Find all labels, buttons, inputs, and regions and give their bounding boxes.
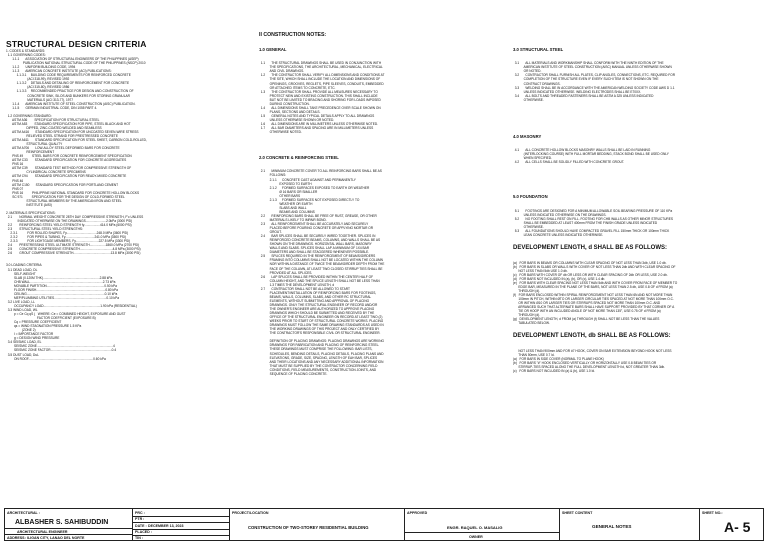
structural-steel-heading: 3.0 STRUCTURAL STEEL [513, 47, 564, 53]
construction-notes-heading: II CONSTRUCTION NOTES: [259, 32, 327, 39]
project-value: CONSTRUCTION OF TWO-STOREY RESIDENTIAL BUILDING [248, 525, 369, 530]
development-length-heading: DEVELOPMENT LENGTH, d SHALL BE AS FOLLOWS: [513, 244, 667, 251]
date-label: DATE : [135, 523, 147, 528]
title-block [4, 508, 764, 541]
masonry-heading: 4.0 MASONRY [513, 133, 542, 139]
foundation-text: 5.1 FOOTINGS ARE DESIGNED FOR A MINIMUM ALLOWABLE SOIL BEARING PRESSURE OF 110 KPa UNLESS INDICATED OTHERWISE ON THE DRAWINGS. 5.2 NO FOOTING SHALL REST ON FILL. FOOTING FOR CHB WALLS AS OTHER MINOR STRUCTURES SHALL BE EMBEDDED AT LEAST 400mm FROM THE FINISH GRADE UNLESS INDICATED OTHERWISE. 5.3 ALL FOUNDATIONS SHOULD HAVE COMPACTED GRAVEL FILL 150mm THICK OR 100mm THICK LEAN CONCRETE UNLESS INDICATED OTHERWISE. [514, 208, 673, 237]
concrete-steel-heading: 2.0 CONCRETE & REINFORCING STEEL [259, 155, 339, 161]
sheet-no-label: SHEET NO.: [702, 511, 723, 515]
construction-notes-column [259, 24, 509, 506]
architect-cell [5, 509, 133, 540]
sheet-content-label: SHEET CONTENT [562, 511, 593, 515]
project-label: PROJECT/LOCATION [232, 511, 269, 515]
page-title: STRUCTURAL DESIGN CRITERIA [6, 39, 147, 49]
date-value: DECEMBER 13, 2023 [148, 523, 184, 528]
tin-label: TIN : [135, 536, 143, 540]
structural-steel-text: 3.1 ALL MATERIALS AND WORKMANSHIP SHALL CONFORM WITH THE NINTH EDITION OF THE AMERICAN INSTITUTE OF STEEL CONSTRUCTION (AISC) MANUAL UNLESS OTHERWISE SHOWN OR NOTED. 3.2 CONTRACTOR SHALL FURNISH ALL PLATES, CLIP ANGLES, CONNECTIONS, ETC. REQUIRED FOR COMPLETION OF THE STRUCTURE EVEN IF EVERY SUCH ITEM IS NOT SHOWN ON THE CONTRACT DRAWINGS. 3.3 WELDING SHALL BE IN ACCORDANCE WITH THE AMERICAN WELDING SOCIETY CODE AWS D 1.1 UNLESS INDICATED OTHERWISE. WELDING ELECTRODES SHALL BE E70XX. 3.4 ALL BOLTS AND THREADED FASTENERS SHALL BE ASTM A 325 UNLESS INDICATED OTHERWISE. [514, 61, 676, 102]
foundation-heading: 5.0 FOUNDATION [513, 194, 548, 200]
ptr-label: PTR : [135, 517, 145, 521]
approved-label: APPROVED [407, 511, 428, 515]
project-cell [230, 509, 405, 540]
sheet-content-cell [560, 509, 700, 540]
prc-label: PRC : [135, 510, 145, 515]
general-heading: 1.0 GENERAL [259, 47, 287, 53]
development-length-text: (a) FOR BARS IN BEAMS OR COLUMNS WITH CLEAR SPACING OF NOT LESS THAN 3db, USE 1.0 db. (b) FOR BARS IN SLABS OR WALLS WITH COVER OF NOT LESS THAN 2db AND WITH CLEAR SPACING OF NOT LESS THAN 5db USE 1.0 db. (c) FOR BARS WITH COVER OF db OR LESS OR WITH CLEAR SPACING OF 2db OR LESS, USE 2.0 db. (d) FOR BARS NOT INCLUDED IN (a), (b), OR (c), USE 1.4 db. (e) FOR BARS WITH CLEAR SPACING NOT LESS THAN 5db AND WITH COVER FROM FACE OF MEMBER TO EDGE BAR, MEASURED IN THE PLANE OF THE BARS, NOT LESS THAN 2.5 db, USE 0.8 OF d FROM (a) THROUGH (d). (f) FOR BARS ENCLOSED WITHIN SPIRAL REINFORCEMENT NOT LESS THAN 6N AND NOT MORE THAN 100mm IN PITCH, WITHIN ØTO OR LARGER CIRCULAR TIES SPACED AT NOT MORE THAN 100mm O.C. OR WITHIN Ø10 OR LARGER TIES OR STIRRUPS SPACED NOT MORE THAN 100mm O.C. AND ARRANGED SUCH THAT ALTERNATE BARS SHALL HAVE SUPPORT PROVIDED BY THAT CORNER OF A TIE OR HOOP WITH AN INCLUDED ANGLE OF NOT MORE THAN 135°, USE 0.75 OF d FROM (a) THROUGH (d). (g) DEVELOPMENT LENGTH, d FROM (a) THROUGH (f) SHALL NOT BE LESS THAN THE VALUES TABULATED BELOW. [513, 260, 678, 326]
placed-label: PLACED : [135, 530, 152, 534]
sheet-no-value: A- 5 [724, 519, 751, 535]
sheet-number-cell [700, 509, 765, 540]
steel-masonry-foundation-column [513, 24, 765, 506]
architect-name: ALBASHER S. SAHIBUDDIN [15, 519, 109, 526]
codes-materials-loading-column: 1. CODES & STANDARDS: 1.1 GOVERNING CODES: 1.1.1 ASSOCIATION OF STRUCTURAL ENGINEERS OF THE PHILIPPINES (ASEP) PUBLICATION NATIONAL STRUCTURAL CODE OF THE PHILIPPINES (NSCP) 2010 1.1.2 UNIFORM BUILDING CODE, 1994 1.1.3 AMERICAN CONCRETE INSTITUTE (ACI) PUBLICATIONS: 1.1.3.1 BUILDING CODE REQUIREMENTS FOR REINFORCED CONCRETE (ACI 318-99), REVISED 1992 1.1.3.2 DETAILS AND DETAILING OF REINFORCEMENT FOR CONCRETE (ACI 315-80), REVISED 1986 1.1.3.3 RECOMMENDED PRACTICE FOR DESIGN AND CONSTRUCTION OF CONCRETE SINK, SILOS AND BUNKERS FOR STORING GRANULAR MATERIALS (ACI 313-77), 1977 1.1.4 AMERICAN INSTITUTE OF STEEL CONSTRUCTION (AISC) PUBLICATION. 1.1.5 GERMAN INDUSTRIAL CODE, DIN 1055 PART 4. 1.2 GOVERNING STANDARD: ASTM A36 SPECIFICATION FOR STRUCTURAL STEEL ASTM A53 STANDARD SPECIFICATION FOR PIPE, STEEL BLACK AND HOT DIPPED, ZINC-COATED WELDED AND SEAMLESS ASTM A416 STANDARD SPECIFICATION FOR UNCOATED SEVEN-WIRE STRESS RELIEVED STEEL STRAND FOR PRESTRESSED CONCRETE ASTM A611 STANDARD SPECIFICATION FOR STEEL SHEET, CARBON COLD-ROLLED, STRUCTURAL QUALITY ASTM A706 LOW-ALLOY STEEL DEFORMED BARS FOR CONCRETE REINFORCEMENT PNS 49 STEEL BARS FOR CONCRETE REINFORCEMENT SPECIFICATION ASTM C33 STANDARD SPECIFICATION FOR CONCRETE AGGREGATES PNS 16 ASTM C39 STANDARD TEST METHOD FOR COMPRESSIVE STRENGTH OF CYLINDRICAL CONCRETE SPECIMENS ASTM C94 STANDARD SPECIFICATION FOR READY-MIXED CONCRETE PNS 46 ASTM C150 STANDARD SPECIFICATION FOR PORTLAND CEMENT PNS 07 PNS 16 PHILIPPINE NATIONAL STANDARD FOR CONCRETE HOLLOW BLOCKS SC 971 SPECIFICATION FOR THE DESIGN OF COLD-FORMED STEEL STRUCTURAL MEMBERS BY THE AMERICAN IRON AND STEEL INSTITUTE (AISI) 2. MATERIALS SPECIFICATIONS: 2.1 NORMAL WEIGHT CONCRETE 28TH DAY COMPRESSIVE STRENGTH, F'c UNLESS INDICATED OTHERWISE ON THE DRAWINGS.......................2.0kPa (3000 PSI) 2.2 REINFORCING STEEL YIELD STRENGTH fy..................414.0 MPa (6000 PSI) 2.3 STRUCTURAL STEEL YIELD STRENGTHS: 2.3.1 FOR ROLLED SHAPES, Fy..................................248.0 MPa (3600 PSI) 2.3.2 FOR PIPES & TUBING, Fy.................................241.0 MPa (3500 PSI) 2.3.3 FOR LIGHTGAGE MEMBERS, Fy..........................227.5 MPa (3300 PSI) 2.4 PRESTRESSING STEEL ULTIMATE STRENGTH..................1860.0 MPa (2700 PSI) 2.5 CONCRETE COMPRESSIVE STRENGTH.....................................4.8 MPa (3000 PSI) 2.6 GROUT COMPRESSIVE STRENGTH..........................................13.8 MPa (3000 PSI) 3.0 LOADING CRITERIA: 3.1 DEAD LOAD, DL SELF-WEIGHT SLAB (0.120M THK)................................................................2.88 kPa CHB WALL..................................................................................2.73 kPa MOVABLE PARTITION.................................................................0.50 kPa FLOOR FINISH..............................................................................0.80 kPa CEILING........................................................................................0.10 kPa MEP/PLUMBING UTILITIES...........................................................0.10 kPa 3.2 LIVE LOAD, LL OCCUPANCY LOAD................................................................1.90 kPa (RESIDENTIAL) 3.3 WIND LOAD, WL p = Ce Cq qS ( WHERE: Ce = COMBINED HEIGHT, EXPOSURE AND GUST FACTOR COEFFICIENT (EXPOSURE B) Cq = PRESSURE COEFFICIENT qs = WIND STAGNATION PRESSURE 1.5 KPa (ZONE 2) I = IMPORTANCE FACTOR g = DESIGN WIND PRESSURE 3.4 SEISMIC LOAD, EL SEISMIC ZONE......................................................................................4 SEISMIC ZONE FACTOR.....................................................................0.4 3.5 DUST LOAD, DuL ON ROOF.........................................................................0.60 kPa [6, 49, 147, 361]
architectural-label: ARCHITECTURAL : [7, 511, 40, 515]
owner-label: OWNER [469, 534, 483, 539]
approved-cell [405, 509, 560, 540]
address-label: ADDRESS: [7, 535, 26, 540]
general-notes-text: 1.1 THE STRUCTURAL DRAWINGS SHALL BE USED IN CONJUNCTION WITH THE SPECIFICATIONS, THE ARCHITECTURAL, MECHANICAL, ELECTRICAL AND CIVIL DRAWINGS. 1.2 THE CONTRACTOR SHALL VERIFY ALL DIMENSIONS AND CONDITIONS AT THE SITE, WHICH SHALL INCLUDE THE LOCATION AND DIMENSIONS OF OPENINGS, GROOVES, REGLETS, PIPE SLEEVES, CONDUITS, EMBEDDED OR ATTACHED ITEMS TO CONCRETE, ETC. 1.3 THE CONTRACTOR SHALL PROVIDE ALL MEASURES NECESSARY TO PROTECT NEW AND EXISTING CONSTRUCTION. THIS SHALL INCLUDE BUT NOT BE LIMITED TO BRACING AND SHORING FOR LOADS IMPOSED DURING CONSTRUCTION. 1.4 ALL DIMENSIONS SHALL TAKE PRECEDENCE OVER SCALE SHOWN ON PLANS, SECTIONS AND DETAILS. 1.5 GENERAL NOTES AND TYPICAL DETAILS APPLY TO ALL DRAWINGS UNLESS OTHERWISE SHOWN OR NOTED. 1.6 ALL DIMENSIONS ARE IN MILLIMETERS UNLESS OTHERWISE NOTED. 1.7 ALL BAR DIAMETERS AND SPACING ARE IN MILLIMETERS UNLESS OTHERWISE NOTED. [260, 61, 385, 135]
address-value: ILIGAN CITY, LANAO DEL NORTE [27, 535, 85, 540]
concrete-steel-text: 2.1 MINIMUM CONCRETE COVER TO ALL REINFORCING BARS SHALL BE AS FOLLOWS: 2.1.1 CONCRETE CAST AGAINST AND PERMANENTLY EXPOSED TO EARTH 2.1.2 FORMED SURFACES EXPOSED TO EARTH OR WEATHER Ø 16 BARS OR SMALLER OTHER BARS 2.1.3 FORMED SURFACES NOT EXPOSED DIRECTLY TO WEATHER OR EARTH SLABS AND WALL BEAMS AND COLUMNS 2.2 REINFORCING BARS SHALL BE FREE OF RUST, GREASE, OR OTHER MATERIALS LIKELY TO IMPAIR BOND. 2.3 ALL REINFORCEMENT SHALL BE ACCURATELY AND SECURELY PLACED BEFORE POURING CONCRETE OR APPLYING MORTAR OR GROUT. 2.4 BAR SPLICES SHALL BE SECURELY WIRED TOGETHER. SPLICES IN REINFORCED CONCRETE BEAMS, COLUMNS, AND WALLS SHALL BE AS SHOWN ON THE DRAWINGS. HORIZONTAL WALL BARS, MASONRY WALLS AND SLABS. SPLICES SHALL LAP A MINIMUM OF 1X4 BAR DIAMETERS AND SHALL BE STAGGERED WHENEVER POSSIBLE. 2.5 SPLICES REQUIRED IN THE REINFORCEMENT OF BEAMS/GIRDERS FRAMING INTO COLUMNS SHALL NOT BE LOCATED WITHIN THE COLUMN NOR WITHIN A DISTANCE OF TWICE THE BEAM/GIRDER DEPTH FROM THE FACE OF THE COLUMN, AT LEAST TWO CLOSED STIRRUP TIES SHALL BE PROVIDED AT ALL SPLICES. 2.6 LAP SPLICES SHALL BE PROVIDED WITHIN THE CENTER HALF OF COLUMN HEIGHT, AND THE SPLICE LENGTH SHALL NOT BE LESS THAN 1.3 TIMES THE DEVELOPMENT LENGTH, d 2.7 CONTRACTOR SHALL NOT BE ALLOWED TO START PLACEMENT/INSTALLATION OF REINFORCING BARS FOR FOOTINGS, BEAMS, WALLS, COLUMNS, SLABS, AND OTHER RC STRUCTURAL ELEMENTS, WITHOUT SUBMITTING AND APPROVAL OF PLACING DRAWINGS. ONLY THE STRUCTURAL ENGINEER OF RECORD AND/OR THE OWNER'S ENGINEER ARE AUTHORIZED TO APPROVE PLACING DRAWINGS WHICH SHOULD BE SUBMITTED AND RECEIVED BY THE OFFICE OF THE STRUCTURAL ENGINEER ON RECORD AT LEAST TWO (2) WEEKS PRIOR TO START OF STRUCTURAL CONCRETE WORKS. PLACING DRAWINGS MUST FOLLOW THE SAME DRAWING STANDARDS AS USED IN THE WORKING DRAWINGS OF THIS PROJECT AND ONLY CERTIFIED BY THE CONTRACTOR'S RESPONSIBLE CIVIL OR STRUCTURAL ENGINEER. DEFINITION OF PLACING DRAWINGS: PLACING DRAWINGS ARE WORKING DRAWINGS FOR FABRICATION AND PLACING OF REINFORCING STEEL. THESE DRAWINGS MUST COMPRISE THE FOLLOWING: BAR LISTS, SCHEDULES, BENDING DETAILS, PLACING DETAILS, PLACING PLANS AND ELEVATIONS, GRADE, SIZE, SPACING, LENGTH OF EAH BAR, SPLICES AND THEIR LOCATIONS AND ANY NECESSARY ADDITIONAL INFORMATION THAT MUST BE SUPPLIED BY THE CONTRACTOR CONCERNING FIELD CONDITIONS, FIELD MEASUREMENTS, CONSTRUCTION JOINTS, AND SEQUENCE OF PLACING CONCRETE. [260, 169, 385, 376]
registration-cell [133, 509, 230, 540]
architect-role: ARCHITECTURAL ENGINEER [17, 529, 68, 534]
development-length-db-heading: DEVELOPMENT LENGTH, db SHALL BE AS FOLLOWS: [513, 333, 671, 340]
engineer-name: ENGR. RAQUEL O. MASALIG [447, 525, 503, 530]
development-length-db-text: NOT LESS THAN 900mm AND FOR #7 HOOK, COVER ON BAR EXTENSION BEYOND HOOK NOT LESS THAN 50mm, USE 0.7 ld. (a) FOR BARS IN SIDE COVER (NORMAL TO PLANE HOOK) (b) FOR BARS "#" HOOK ENCLOSED VERTICALLY OR HORIZONTALLY USE 0.8 BEAM TIES OR STIRRUP-TIES SPACED ALONG THE FULL DEVELOPMENT LENGTH ld, NOT GREATER THAN 3db. (c) FOR BARS NOT INCLUDED IN (a) & (b), USE 1.0 ld. [513, 348, 672, 374]
masonry-text: 4.1 ALL CONCRETE HOLLOW BLOCKS MASONRY WALLS SHALL BE LAID IN RUNNING (INTERLOCKING COURSE) WITH FULL MORTAR BEDDING, STACK BOND SHALL BE USED ONLY WHEN SPECIFIED. 4.2 ALL CELLS SHALL BE SOLIDLY FILLED WITH CONCRETE GROUT. [514, 148, 669, 165]
sheet-content-value: GENERAL NOTES [592, 524, 632, 529]
